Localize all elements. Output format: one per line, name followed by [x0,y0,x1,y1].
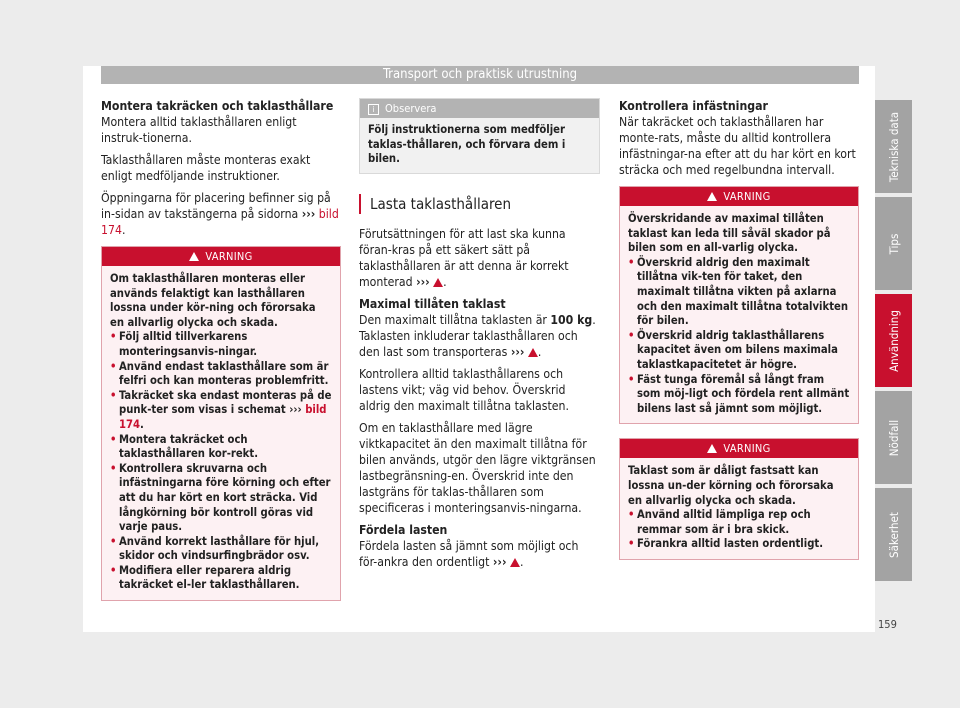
paragraph: Öppningarna för placering befinner sig på in-sidan av takstängerna på sidorna ››› bild 174. [101,191,339,237]
warning-box [619,186,859,424]
warning-box [101,246,341,601]
note-box [359,98,600,174]
paragraph: Montera alltid taklasthållaren enligt instruk-tionerna. [101,115,297,145]
page-header: Transport och praktisk utrustning [101,66,859,84]
side-tabs [875,100,912,585]
warning-icon [707,192,717,201]
paragraph: Förutsättningen för att last ska kunna föran-kras på ett säkert sätt på taklasthållaren är att denna är korrekt monterad ››› . [359,226,569,289]
tab-nodfall[interactable]: Nödfall [875,391,912,484]
warning-bullet: • Använd endast taklasthållare som är felfri och kan monteras problemfritt. [110,360,332,389]
column-left [101,98,341,601]
warning-intro: Om taklasthållaren monteras eller används felaktigt kan lasthållaren lossna under kör-ning och förorsaka en allvarlig olycka och skada. [110,272,316,329]
paragraph: Den maximalt tillåtna taklasten är 100 kg. Taklasten inkluderar taklasthållaren och den last som transporteras ››› . [359,312,596,359]
warning-bullet: • Montera takräcket och taklasthållaren kor-rekt. [110,433,332,462]
warning-bullet: • Använd alltid lämpliga rep och remmar som är i bra skick. [628,508,850,537]
column-right [619,98,859,560]
warning-bullet: • Kontrollera skruvarna och infästningarna före körning och efter att du har kört en kort sträcka. Vid långkörning bör kontroll göras vid varje paus. [110,462,332,535]
subheading: Maximal tillåten taklast [359,296,506,311]
section-title: Lasta taklasthållaren [359,194,600,214]
warning-bullet: • Fäst tunga föremål så långt fram som möj-ligt och fördela rent allmänt bilens last så jämnt som möjligt. [628,373,850,417]
warning-bullet: • Förankra alltid lasten ordentligt. [628,537,850,552]
warning-intro: Taklast som är dåligt fastsatt kan lossna un-der körning och förorsaka en allvarlig olycka och skada. [628,464,834,507]
tab-sakerhet[interactable]: Säkerhet [875,488,912,581]
paragraph: Kontrollera alltid taklasthållarens och lastens vikt; väg vid behov. Överskrid aldrig den maximalt tillåtna taklasten. [359,366,569,413]
warning-bullet: • Takräcket ska endast monteras på de punk-ter som visas i schemat ››› bild 174. [110,389,332,433]
warning-intro: Överskridande av maximal tillåten taklast kan leda till såväl skador på bilen som en all-varlig olycka. [628,212,831,255]
page-number: 159 [878,618,897,631]
warning-box [619,438,859,560]
paragraph: Om en taklasthållare med lägre viktkapacitet än den maximalt tillåtna för bilen används, utgör den lägre viktgränsen lastbegränsning-en. Överskrid inte den lastgräns för taklas-thållaren som specificeras i monteringsanvis-ningarna. [359,420,596,515]
info-icon: i [368,104,379,115]
tab-tekniska-data[interactable]: Tekniska data [875,100,912,193]
figure-link[interactable]: bild 174 [119,403,327,431]
warning-body [102,266,340,600]
heading-montera: Montera takräcken och taklasthållare [101,99,334,113]
warning-icon[interactable] [433,278,443,287]
subheading: Fördela lasten [359,522,448,537]
warning-icon[interactable] [528,348,538,357]
warning-icon [189,252,199,261]
warning-body [620,458,858,559]
note-body: Följ instruktionerna som medföljer taklas-thållaren, och förvara dem i bilen. [368,123,566,166]
paragraph: Taklasthållaren måste monteras exakt enligt medföljande instruktioner. [101,153,311,183]
warning-icon[interactable] [510,558,520,567]
warning-bullet: • Överskrid aldrig den maximalt tillåtna vik-ten för taket, den maximalt tillåtna vikten på axlarna och den maximalt tillåtna totalvikten för bilen. [628,256,850,329]
note-header: i Observera [360,99,599,118]
warning-bullet: • Använd korrekt lasthållare för hjul, skidor och vindsurfingbrädor osv. [110,535,332,564]
warning-header: VARNING [620,439,858,458]
paragraph: När takräcket och taklasthållaren har monte-rats, måste du alltid kontrollera infästningar-na efter att du har kört en kort sträcka och med regelbundna intervall. [619,115,856,177]
warning-header: VARNING [620,187,858,206]
warning-bullet: • Modifiera eller reparera aldrig takräcket el-ler taklasthållaren. [110,564,332,593]
tab-tips[interactable]: Tips [875,197,912,290]
warning-bullet: • Följ alltid tillverkarens monteringsanvis-ningar. [110,330,332,359]
warning-body [620,206,858,423]
column-middle [359,98,600,576]
paragraph: Fördela lasten så jämnt som möjligt och för-ankra den ordentligt ››› . [359,538,579,569]
tab-anvandning[interactable]: Användning [875,294,912,387]
warning-bullet: • Överskrid aldrig taklasthållarens kapacitet även om bilens maximala taklastkapacitetet är högre. [628,329,850,373]
warning-icon [707,444,717,453]
warning-header: VARNING [102,247,340,266]
arrow-ref: ››› [301,207,316,221]
heading-kontrollera: Kontrollera infästningar [619,99,768,113]
figure-link[interactable]: bild 174 [101,207,339,237]
